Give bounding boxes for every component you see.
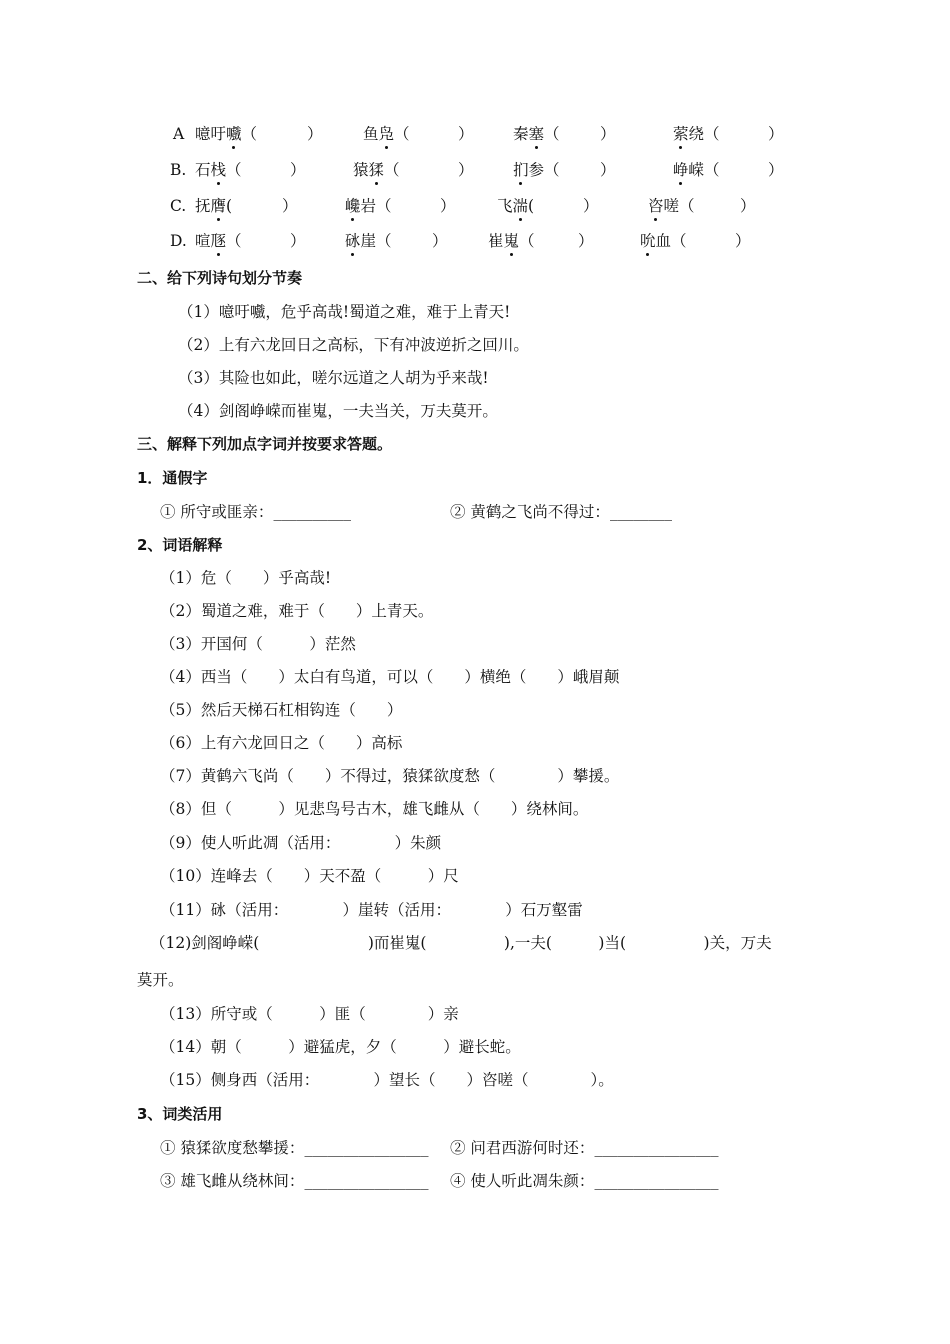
word-item: 扪参（ xyxy=(513,161,560,179)
ciyu-line-1: （1）危（ ）乎高哉! xyxy=(160,569,332,587)
dotted-char: 吮 xyxy=(640,232,656,250)
close-paren: ） xyxy=(740,197,756,215)
word-item: 咨嗟（ xyxy=(648,197,695,215)
row-label: B. xyxy=(170,161,187,179)
dotted-char: 嚱 xyxy=(226,125,242,143)
close-paren: ） xyxy=(600,125,616,143)
close-paren: ） xyxy=(290,232,306,250)
dotted-char: 巉 xyxy=(345,197,361,215)
word-item: 吮血（ xyxy=(640,232,687,250)
word-item: 喧豗（ xyxy=(195,232,242,250)
dotted-char: 咨 xyxy=(648,197,664,215)
close-paren: ） xyxy=(600,161,616,179)
row-label: A xyxy=(173,125,185,143)
answer-blank[interactable]: ________________ xyxy=(594,1172,719,1190)
ciyu-line-6: （6）上有六龙回日之（ ）高标 xyxy=(160,734,403,752)
close-paren: ） xyxy=(432,232,448,250)
close-paren: ） xyxy=(440,197,456,215)
dotted-char: 湍 xyxy=(512,197,529,215)
word-item: 噫吁嚱（ xyxy=(195,125,258,143)
close-paren: ） xyxy=(583,197,599,215)
dotted-char: 峥 xyxy=(673,161,689,179)
answer-blank[interactable]: __________ xyxy=(273,503,351,521)
dotted-char: 扪 xyxy=(513,161,529,179)
section-2-heading: 二、给下列诗句划分节奏 xyxy=(137,269,303,287)
subheading-cilei: 3、词类活用 xyxy=(137,1105,223,1123)
cilei-item-4: ④ 使人听此凋朱颜：________________ xyxy=(450,1172,719,1190)
word-item: 抚膺( xyxy=(195,197,233,215)
dotted-char: 栈 xyxy=(210,161,227,179)
ciyu-line-12-continued: 莫开。 xyxy=(137,971,184,989)
ciyu-line-12: （12)剑阁峥嵘( )而崔嵬( ),一夫( )当( )关，万夫 xyxy=(150,934,772,952)
close-paren: ） xyxy=(290,161,306,179)
cilei-item-1: ① 猿猱欲度愁攀援：________________ xyxy=(160,1139,429,1157)
close-paren: ） xyxy=(282,197,298,215)
word-item: 鱼凫（ xyxy=(363,125,410,143)
word-item: 飞湍( xyxy=(497,197,535,215)
answer-blank[interactable]: ________________ xyxy=(304,1139,429,1157)
word-item: 峥嵘（ xyxy=(673,161,720,179)
cilei-item-2: ② 问君西游何时还：________________ xyxy=(450,1139,719,1157)
tongjiazi-item-2: ② 黄鹤之飞尚不得过：________ xyxy=(450,503,672,521)
word-item: 猿猱（ xyxy=(353,161,400,179)
ciyu-line-15: （15）侧身西（活用： ）望长（ ）咨嗟（ ）。 xyxy=(160,1071,614,1089)
tongjiazi-item-1: ① 所守或匪亲：__________ xyxy=(160,503,351,521)
dotted-char: 膺 xyxy=(210,197,227,215)
subheading-tongjiazi: 1．通假字 xyxy=(137,469,208,487)
ciyu-line-8: （8）但（ ）见悲鸟号古木，雄飞雌从（ ）绕林间。 xyxy=(160,800,589,818)
close-paren: ） xyxy=(307,125,323,143)
ciyu-line-14: （14）朝（ ）避猛虎，夕（ ）避长蛇。 xyxy=(160,1038,521,1056)
row-label: C. xyxy=(170,197,187,215)
ciyu-line-10: （10）连峰去（ ）天不盈（ ）尺 xyxy=(160,867,459,885)
close-paren: ） xyxy=(735,232,751,250)
poem-line-4: （4）剑阁峥嵘而崔嵬，一夫当关，万夫莫开。 xyxy=(178,402,498,420)
ciyu-line-4: （4）西当（ ）太白有鸟道，可以（ ）横绝（ ）峨眉颠 xyxy=(160,668,620,686)
ciyu-line-2: （2）蜀道之难，难于（ ）上青天。 xyxy=(160,602,434,620)
poem-line-2: （2）上有六龙回日之高标，下有冲波逆折之回川。 xyxy=(178,336,529,354)
dotted-char: 嵬 xyxy=(503,232,520,250)
word-item: 巉岩（ xyxy=(345,197,392,215)
dotted-char: 猱 xyxy=(368,161,385,179)
ciyu-line-5: （5）然后天梯石杠相钩连（ ） xyxy=(160,701,403,719)
poem-line-1: （1）噫吁嚱，危乎高哉!蜀道之难，难于上青天! xyxy=(178,303,511,321)
ciyu-line-7: （7）黄鹤六飞尚（ ）不得过，猿猱欲度愁（ ）攀援。 xyxy=(160,767,620,785)
ciyu-line-9: （9）使人听此凋（活用： ）朱颜 xyxy=(160,834,442,852)
dotted-char: 萦 xyxy=(673,125,689,143)
close-paren: ） xyxy=(458,125,474,143)
ciyu-line-13: （13）所守或（ ）匪（ ）亲 xyxy=(160,1005,459,1023)
ciyu-line-11: （11）砯（活用： ）崖转（活用： ）石万壑雷 xyxy=(160,901,583,919)
answer-blank[interactable]: ________________ xyxy=(304,1172,429,1190)
word-item: 崔嵬（ xyxy=(488,232,535,250)
word-item: 萦绕（ xyxy=(673,125,720,143)
word-item: 砯崖（ xyxy=(345,232,392,250)
close-paren: ） xyxy=(768,125,784,143)
dotted-char: 塞 xyxy=(528,125,545,143)
word-item: 石栈（ xyxy=(195,161,242,179)
section-3-heading: 三、解释下列加点字词并按要求答题。 xyxy=(137,435,393,453)
subheading-ciyu: 2、词语解释 xyxy=(137,536,223,554)
answer-blank[interactable]: ________________ xyxy=(594,1139,719,1157)
cilei-item-3: ③ 雄飞雌从绕林间：________________ xyxy=(160,1172,429,1190)
answer-blank[interactable]: ________ xyxy=(609,503,672,521)
dotted-char: 砯 xyxy=(345,232,361,250)
close-paren: ） xyxy=(578,232,594,250)
poem-line-3: （3）其险也如此，嗟尔远道之人胡为乎来哉! xyxy=(178,369,489,387)
dotted-char: 凫 xyxy=(378,125,395,143)
row-label: D. xyxy=(170,232,187,250)
close-paren: ） xyxy=(768,161,784,179)
dotted-char: 豗 xyxy=(210,232,227,250)
ciyu-line-3: （3）开国何（ ）茫然 xyxy=(160,635,356,653)
word-item: 秦塞（ xyxy=(513,125,560,143)
close-paren: ） xyxy=(458,161,474,179)
